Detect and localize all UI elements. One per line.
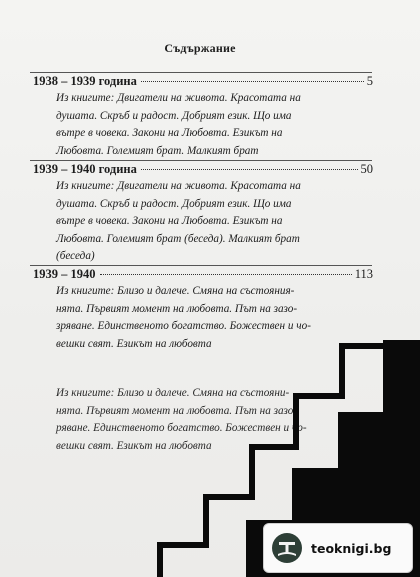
toc-entry-page: 50 [360, 162, 373, 176]
book-logo-icon [272, 533, 302, 563]
description-line: нята. Първият момент на любовта. Път на зазо- [56, 404, 298, 417]
page-title: Съдържание [164, 41, 236, 55]
toc-entry-page: 113 [354, 267, 373, 281]
description-line: вътре в човека. Закони на Любовта. Езикът на [56, 215, 283, 227]
description-line: вътре в човека. Закони на Любовта. Езикът на [56, 127, 283, 139]
watermark-logo [263, 523, 413, 573]
description-line: Из книгите: Двигатели на живота. Красотата на [56, 92, 301, 104]
description-line: (беседа) [56, 250, 95, 262]
description-line: Любовта. Големият брат (беседа). Малкият брат [56, 232, 300, 245]
toc-entry-heading: 1938 – 1939 година [33, 74, 137, 88]
toc-entry-heading: 1939 – 1940 [33, 267, 96, 281]
toc-entry-heading: 1939 – 1940 година [33, 162, 137, 176]
description-line: душата. Скръб и радост. Добрият език. Що има [56, 197, 292, 210]
description-line: зряване. Единственото богатство. Божествен и чо- [56, 320, 311, 332]
description-line: Любовта. Големият брат. Малкият брат [56, 144, 259, 157]
description-line: нята. Първият момент на любовта. Път на зазо- [56, 302, 298, 315]
description-line: Из книгите: Двигатели на живота. Красотата на [56, 180, 301, 192]
description-line: душата. Скръб и радост. Добрият език. Що има [56, 109, 292, 122]
watermark-text: teoknigi.bg [311, 540, 392, 556]
description-line: ряване. Единственото богатство. Божествен и чо- [56, 422, 307, 434]
toc-entry-page: 5 [366, 74, 373, 88]
description-line: вешки свят. Езикът на любовта [56, 439, 212, 452]
description-line: Из книгите: Близо и далече. Смяна на състояния- [56, 285, 295, 297]
description-line: вешки свят. Езикът на любовта [56, 337, 212, 350]
description-line: Из книгите: Близо и далече. Смяна на състояни- [56, 387, 290, 399]
